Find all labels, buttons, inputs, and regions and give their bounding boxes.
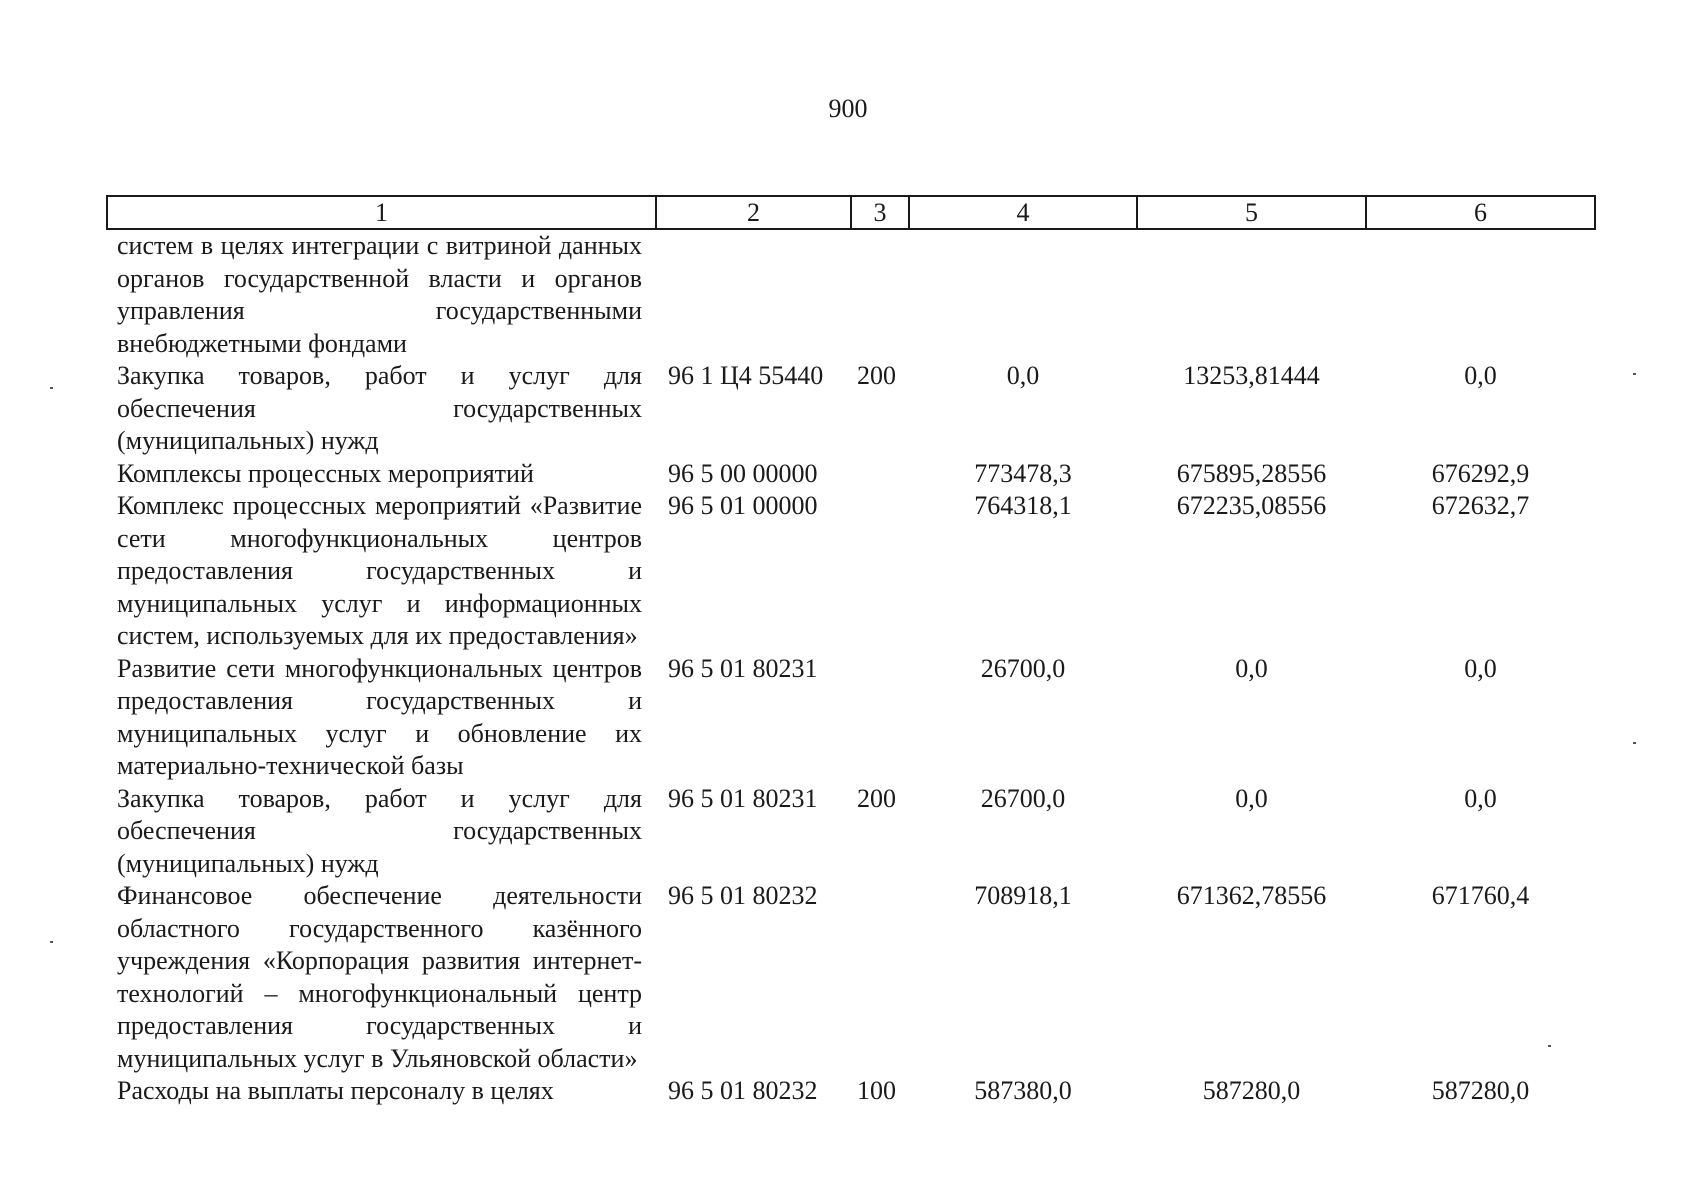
row-value-4: 26700,0 <box>980 653 1066 683</box>
row-value-5 <box>1137 229 1366 360</box>
row-value-4: 26700,0 <box>980 783 1066 813</box>
row-value-5: 0,0 <box>1235 653 1268 683</box>
table-row <box>107 229 1595 360</box>
row-expense-type: 200 <box>857 361 896 390</box>
row-value-5: 587280,0 <box>1202 1076 1301 1105</box>
table-row <box>107 490 1595 653</box>
row-value-5: 671362,78556 <box>1176 881 1327 910</box>
row-code <box>656 229 851 360</box>
row-value-4: 764318,1 <box>974 491 1072 520</box>
row-expense-type <box>851 880 909 1075</box>
row-expense-type <box>851 229 909 360</box>
row-expense-type <box>851 490 909 653</box>
row-name: Закупка товаров, работ и услуг для обеспечения государственных (муниципальных) нужд <box>117 361 642 455</box>
row-value-4: 708918,1 <box>974 881 1072 910</box>
column-header-6: 6 <box>1366 196 1595 229</box>
table-row <box>107 360 1595 458</box>
table-row <box>107 783 1595 881</box>
table-row <box>107 1075 1595 1108</box>
row-code: 96 5 01 00000 <box>668 491 818 520</box>
scan-speck <box>1548 1045 1551 1047</box>
row-expense-type <box>851 458 909 491</box>
column-header-3: 3 <box>851 196 909 229</box>
row-code: 96 5 01 80232 <box>668 881 818 910</box>
column-header-2: 2 <box>656 196 851 229</box>
row-value-5: 672235,08556 <box>1176 491 1327 520</box>
row-expense-type: 200 <box>857 783 896 813</box>
row-code: 96 1 Ц4 55440 <box>668 361 824 390</box>
row-value-6: 0,0 <box>1464 783 1497 813</box>
table-row <box>107 880 1595 1075</box>
row-value-6: 676292,9 <box>1431 458 1530 488</box>
row-value-5: 13253,81444 <box>1183 361 1320 390</box>
row-name: Развитие сети многофункциональных центров предоставления государственных и муниципальных услуг и обновление их материально-технической базы <box>117 653 642 780</box>
table-header <box>107 196 1595 229</box>
scan-speck <box>50 387 53 389</box>
row-name: Финансовое обеспечение деятельности областного государственного казённого учреждения «Корпорация развития интернет-технологий – многофункциональный центр предоставления государственных и муниципальных услуг в Ульяновской области» <box>117 881 642 1073</box>
row-expense-type <box>851 653 909 783</box>
table-row <box>107 653 1595 783</box>
header-row <box>107 196 1595 229</box>
row-value-6: 0,0 <box>1464 653 1497 683</box>
row-expense-type: 100 <box>857 1076 896 1105</box>
row-code: 96 5 01 80231 <box>668 653 818 683</box>
row-value-4: 587380,0 <box>974 1076 1072 1105</box>
column-header-1: 1 <box>107 196 656 229</box>
row-value-6: 671760,4 <box>1431 881 1530 910</box>
row-name: Комплексы процессных мероприятий <box>117 458 534 488</box>
table-row <box>107 458 1595 491</box>
row-name: Расходы на выплаты персоналу в целях <box>117 1076 554 1105</box>
row-name: систем в целях интеграции с витриной данных органов государственной власти и органов управления государственными внебюджетными фондами <box>117 231 642 358</box>
row-name: Комплекс процессных мероприятий «Развитие сети многофункциональных центров предоставления государственных и муниципальных услуг и информационных систем, используемых для их предоставления» <box>117 491 642 650</box>
column-header-4: 4 <box>909 196 1137 229</box>
row-code: 96 5 01 80231 <box>668 783 818 813</box>
row-value-6: 587280,0 <box>1431 1076 1530 1105</box>
row-value-6 <box>1366 229 1595 360</box>
scan-speck <box>50 941 53 943</box>
row-value-6: 0,0 <box>1464 361 1497 390</box>
row-value-4: 0,0 <box>1006 361 1040 390</box>
table-body <box>107 229 1595 1108</box>
row-code: 96 5 00 00000 <box>668 458 818 488</box>
row-name: Закупка товаров, работ и услуг для обеспечения государственных (муниципальных) нужд <box>117 783 642 878</box>
scan-speck <box>1633 373 1636 375</box>
column-header-5: 5 <box>1137 196 1366 229</box>
budget-table <box>106 195 1596 1108</box>
page-number: 900 <box>828 94 868 123</box>
row-value-4 <box>909 229 1137 360</box>
row-code: 96 5 01 80232 <box>668 1076 818 1105</box>
row-value-5: 0,0 <box>1235 783 1268 813</box>
scan-speck <box>1633 742 1636 744</box>
row-value-6: 672632,7 <box>1431 491 1530 520</box>
row-value-5: 675895,28556 <box>1176 458 1327 488</box>
row-value-4: 773478,3 <box>974 458 1072 488</box>
